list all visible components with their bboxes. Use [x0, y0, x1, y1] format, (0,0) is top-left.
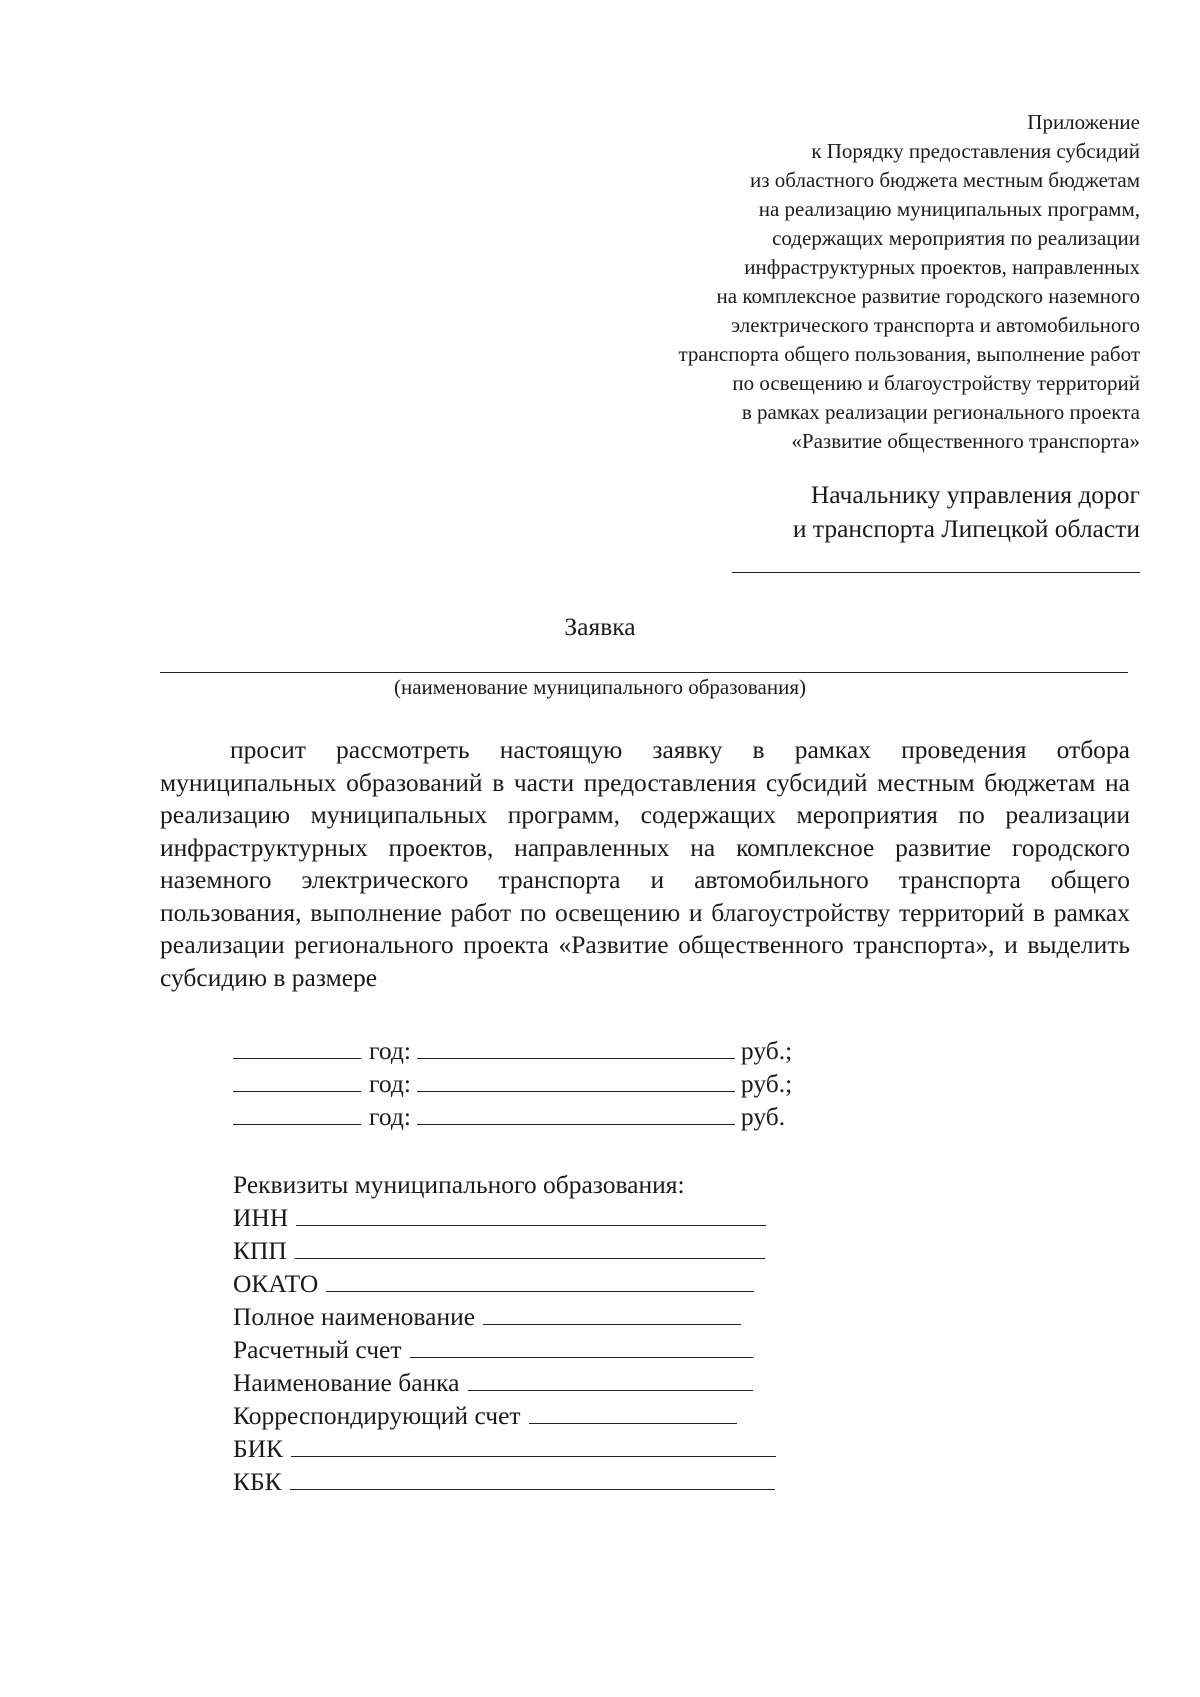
- inn-label: ИНН: [233, 1203, 289, 1232]
- subsidy-years-block: [233, 1034, 792, 1133]
- year-blank[interactable]: [233, 1036, 361, 1059]
- addressee-signature-blank[interactable]: [732, 572, 1140, 573]
- currency-label: руб.: [740, 1102, 786, 1131]
- account-label: Расчетный счет: [233, 1335, 402, 1364]
- appendix-line: электрического транспорта и автомобильного: [731, 313, 1140, 337]
- inn-row: [233, 1201, 776, 1234]
- appendix-line: «Развитие общественного транспорта»: [791, 429, 1140, 453]
- appendix-line: в рамках реализации регионального проекта: [741, 400, 1140, 424]
- year-blank[interactable]: [233, 1069, 361, 1092]
- year-row: [233, 1067, 792, 1100]
- kbk-label: КБК: [233, 1467, 282, 1496]
- year-label: год:: [369, 1069, 411, 1098]
- appendix-line: на реализацию муниципальных программ,: [758, 197, 1140, 221]
- okato-label: ОКАТО: [233, 1269, 319, 1298]
- kpp-label: КПП: [233, 1236, 287, 1265]
- addressee-block: [793, 478, 1140, 546]
- bik-blank[interactable]: [291, 1434, 776, 1457]
- municipality-name-blank[interactable]: [160, 672, 1128, 673]
- bik-label: БИК: [233, 1434, 284, 1463]
- kbk-blank[interactable]: [290, 1467, 775, 1490]
- bik-row: [233, 1432, 776, 1465]
- appendix-line: инфраструктурных проектов, направленных: [744, 255, 1140, 279]
- year-row: [233, 1034, 792, 1067]
- full-name-blank[interactable]: [483, 1302, 741, 1325]
- appendix-line: из областного бюджета местным бюджетам: [750, 168, 1140, 192]
- corr-account-blank[interactable]: [529, 1401, 737, 1424]
- sum-blank[interactable]: [417, 1102, 735, 1125]
- inn-blank[interactable]: [296, 1203, 766, 1226]
- appendix-line: Приложение: [1027, 110, 1140, 134]
- kpp-blank[interactable]: [295, 1236, 765, 1259]
- okato-row: [233, 1267, 776, 1300]
- year-label: год:: [369, 1102, 411, 1131]
- bank-blank[interactable]: [468, 1368, 753, 1391]
- corr-account-label: Корреспондирующий счет: [233, 1401, 521, 1430]
- request-body-text: просит рассмотреть настоящую заявку в рамках проведения отбора муниципальных образований в части предоставления субсидий местным бюджетам на реализацию муниципальных программ, содержащих мероприятия по реализации инфраструктурных проектов, направленных на комплексное развитие городского наземного электрического транспорта и автомобильного транспорта общего пользования, выполнение работ по освещению и благоустройству территорий в рамках реализации регионального проекта «Развитие общественного транспорта», и выделить субсидию в размере: [160, 735, 1130, 992]
- document-title: Заявка: [564, 612, 636, 641]
- appendix-line: по освещению и благоустройству территорий: [732, 371, 1140, 395]
- account-row: [233, 1333, 776, 1366]
- bank-label: Наименование банка: [233, 1368, 460, 1397]
- account-blank[interactable]: [410, 1335, 753, 1358]
- okato-blank[interactable]: [326, 1269, 754, 1292]
- full-name-row: [233, 1300, 776, 1333]
- currency-label: руб.;: [740, 1036, 793, 1065]
- municipality-caption: (наименование муниципального образования): [393, 675, 807, 699]
- sum-blank[interactable]: [417, 1069, 735, 1092]
- year-label: год:: [369, 1036, 411, 1065]
- currency-label: руб.;: [740, 1069, 793, 1098]
- addressee-line-2: и транспорта Липецкой области: [792, 514, 1140, 543]
- requisites-heading: Реквизиты муниципального образования:: [233, 1170, 685, 1199]
- appendix-line: на комплексное развитие городского наземного: [716, 284, 1140, 308]
- addressee-line-1: Начальнику управления дорог: [810, 480, 1140, 509]
- year-blank[interactable]: [233, 1102, 361, 1125]
- corr-account-row: [233, 1399, 776, 1432]
- bank-row: [233, 1366, 776, 1399]
- sum-blank[interactable]: [417, 1036, 735, 1059]
- appendix-line: транспорта общего пользования, выполнение работ: [678, 342, 1140, 366]
- appendix-line: к Порядку предоставления субсидий: [811, 139, 1140, 163]
- appendix-line: содержащих мероприятия по реализации: [772, 226, 1140, 250]
- requisites-block: [233, 1168, 776, 1498]
- year-row: [233, 1100, 792, 1133]
- kbk-row: [233, 1465, 776, 1498]
- appendix-block: [678, 108, 1140, 456]
- full-name-label: Полное наименование: [233, 1302, 476, 1331]
- kpp-row: [233, 1234, 776, 1267]
